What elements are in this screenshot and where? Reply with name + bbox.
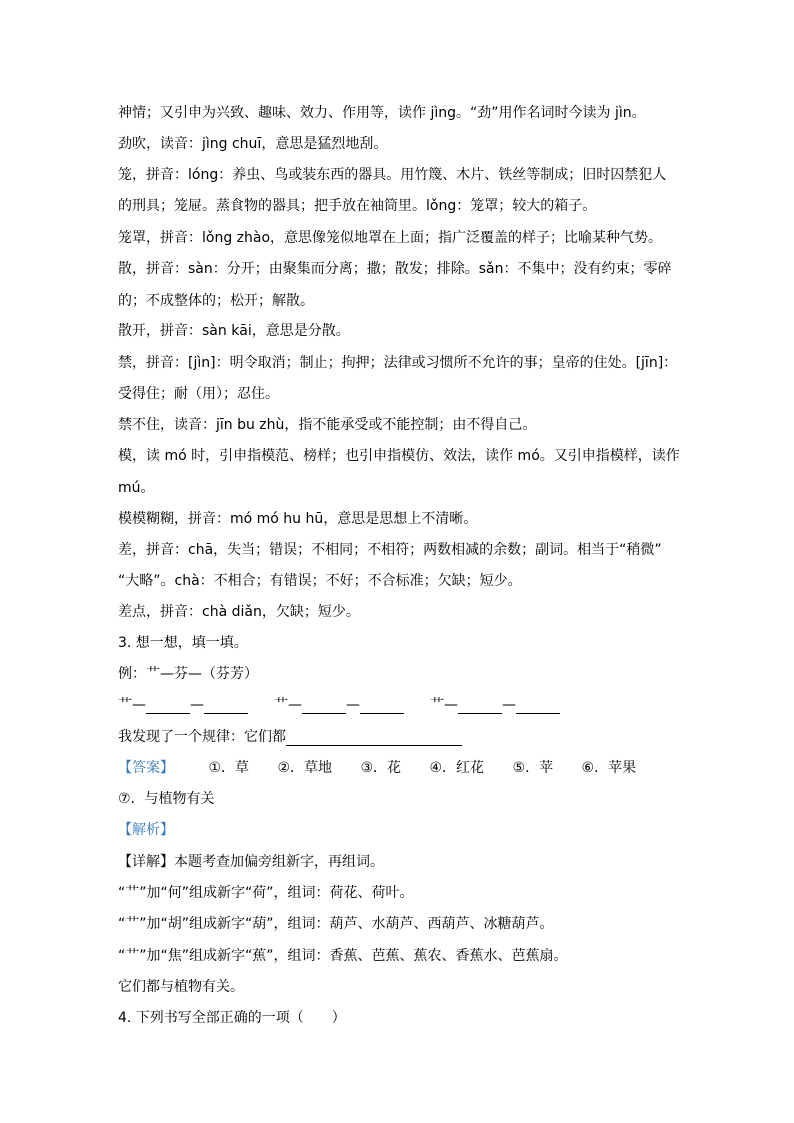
blank-3[interactable] xyxy=(302,699,346,714)
answer-item: ④．红花 xyxy=(429,760,485,776)
dash: — xyxy=(190,697,204,713)
text-line: 差点，拼音：chà diǎn，欠缺；短少。 xyxy=(118,604,360,620)
answer-item: ③．花 xyxy=(360,760,402,776)
dash: — xyxy=(346,697,360,713)
text-line: 受得住；耐（用）；忍住。 xyxy=(118,386,279,402)
answer-label: 【答案】 xyxy=(118,760,174,776)
text-line: 的刑具；笼屉。蒸食物的器具；把手放在袖筒里。lǒng：笼罩；较大的箱子。 xyxy=(118,198,597,214)
blank-6[interactable] xyxy=(516,699,560,714)
prefix: 艹— xyxy=(118,697,146,713)
answer-item: ②．草地 xyxy=(277,760,333,776)
blank-1[interactable] xyxy=(146,699,190,714)
blank-4[interactable] xyxy=(360,699,404,714)
answer-item: ⑥．苹果 xyxy=(581,760,637,776)
answer-item-7: ⑦．与植物有关 xyxy=(118,791,215,807)
text-line: “大略”。chà：不相合；有错误；不好；不合标准；欠缺；短少。 xyxy=(118,573,522,589)
question-3-example: 例：艹—芬—（芬芳） xyxy=(118,666,258,682)
analysis-line: “艹”加“焦”组成新字“蕉”，组词：香蕉、芭蕉、蕉农、香蕉水、芭蕉扇。 xyxy=(118,948,568,964)
answer-row xyxy=(118,759,636,777)
text-line: 神情；又引申为兴致、趣味、效力、作用等，读作 jìng。“劲”用作名词时今读为 jìn。 xyxy=(118,105,646,121)
text-line: 模，读 mó 时，引申指模范、榜样；也引申指模仿、效法，读作 mó。又引申指模样，读作 xyxy=(118,448,680,464)
text-line: 散，拼音：sàn：分开；由聚集而分离；撒；散发；排除。sǎn：不集中；没有约束；零碎 xyxy=(118,261,672,277)
text-line: 差，拼音：chā，失当；错误；不相同；不相符；两数相减的余数；副词。相当于“稍微” xyxy=(118,542,662,558)
text-line: 笼，拼音：lóng：养虫、鸟或装东西的器具。用竹篾、木片、铁丝等制成；旧时囚禁犯人 xyxy=(118,167,667,183)
text-line: 劲吹，读音：jìng chuī，意思是猛烈地刮。 xyxy=(118,136,388,152)
rule-line xyxy=(118,728,462,746)
fill-row xyxy=(118,696,560,714)
prefix: 艹— xyxy=(274,697,302,713)
blank-7[interactable] xyxy=(286,731,462,746)
text-line: mú。 xyxy=(118,480,155,496)
text-line: 禁不住，读音：jīn bu zhù，指不能承受或不能控制；由不得自己。 xyxy=(118,417,537,433)
rule-text: 我发现了一个规律：它们都 xyxy=(118,729,286,745)
dash: — xyxy=(502,697,516,713)
blank-5[interactable] xyxy=(458,699,502,714)
text-line: 笼罩，拼音：lǒng zhào，意思像笼似地罩在上面；指广泛覆盖的样子；比喻某种气势。 xyxy=(118,230,663,246)
analysis-line: “艹”加“胡”组成新字“葫”，组词：葫芦、水葫芦、西葫芦、冰糖葫芦。 xyxy=(118,916,554,932)
analysis-line: “艹”加“何”组成新字“荷”，组词：荷花、荷叶。 xyxy=(118,885,414,901)
text-line: 的；不成整体的；松开；解散。 xyxy=(118,293,314,309)
answer-item: ①．草 xyxy=(208,760,250,776)
text-line: 禁，拼音：[jìn]：明令取消；制止；拘押；法律或习惯所不允许的事；皇帝的住处。[jīn]： xyxy=(118,355,678,371)
question-3-title: 3. 想一想，填一填。 xyxy=(118,635,248,651)
blank-2[interactable] xyxy=(204,699,248,714)
text-line: 模模糊糊，拼音：mó mó hu hū，意思是思想上不清晰。 xyxy=(118,511,478,527)
question-4-title: 4. 下列书写全部正确的一项（ ） xyxy=(118,1010,346,1026)
answer-item: ⑤．苹 xyxy=(512,760,554,776)
prefix: 艹— xyxy=(430,697,458,713)
analysis-label: 【解析】 xyxy=(118,822,174,838)
analysis-line: 【详解】本题考查加偏旁组新字，再组词。 xyxy=(118,854,384,870)
text-line: 散开，拼音：sàn kāi，意思是分散。 xyxy=(118,323,350,339)
analysis-line: 它们都与植物有关。 xyxy=(118,979,244,995)
